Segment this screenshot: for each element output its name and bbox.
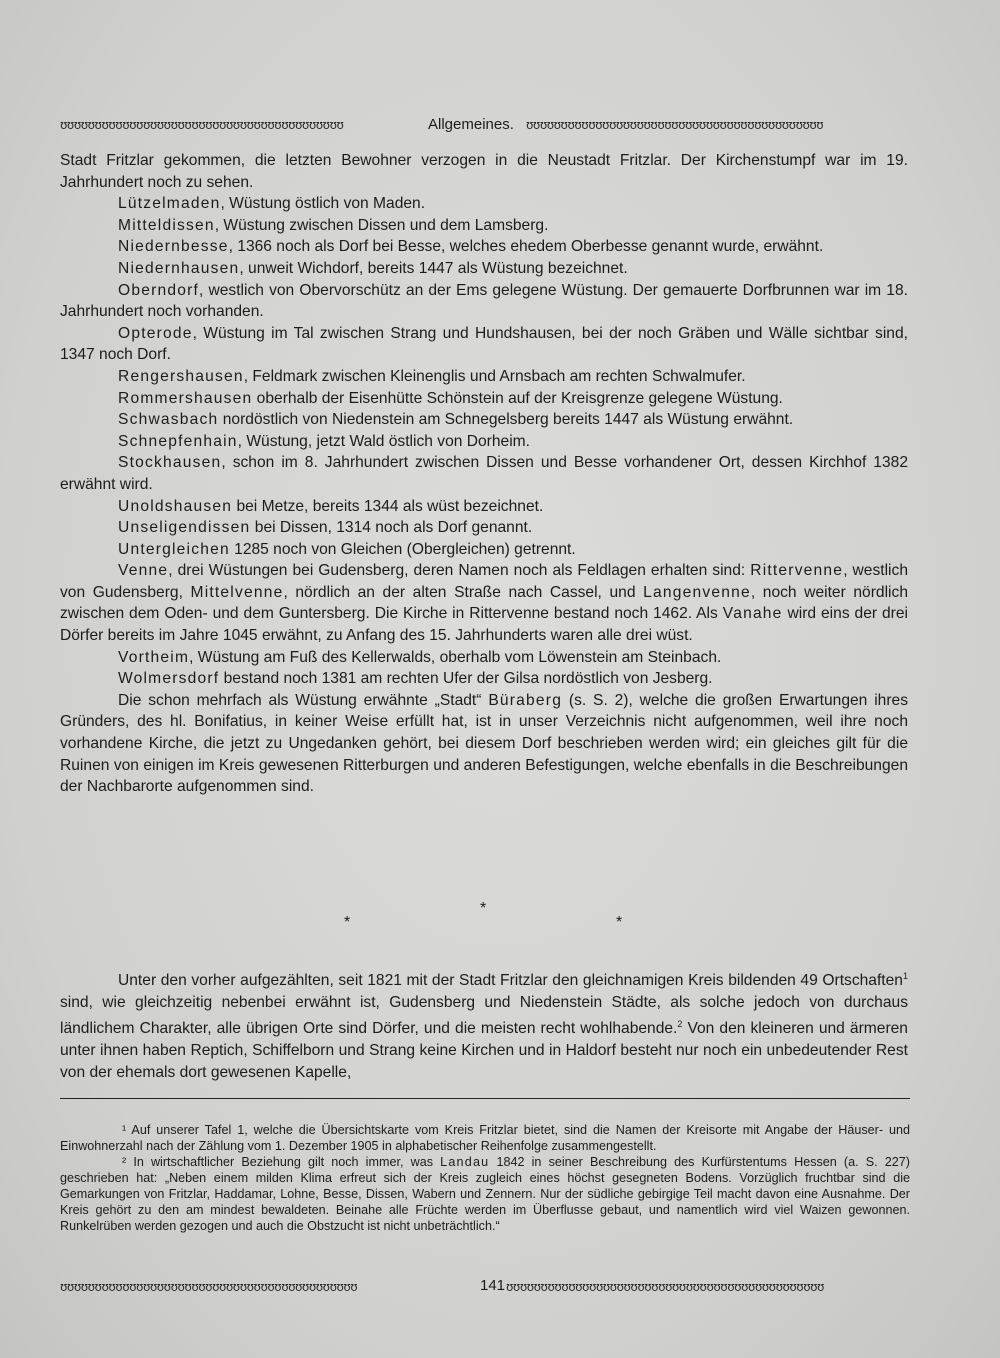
list-item [60, 193, 908, 215]
footer-ornament-right: ʊʊʊʊʊʊʊʊʊʊʊʊʊʊʊʊʊʊʊʊʊʊʊʊʊʊʊʊʊʊʊʊʊʊʊʊʊʊʊʊʊʊʊʊʊʊ [506, 1280, 824, 1294]
entry-text: , Wüstung, jetzt Wald östlich von Dorheim. [237, 432, 531, 450]
place-name: Vortheim [118, 648, 190, 666]
place-name: Langenvenne [643, 583, 751, 601]
author-name: Landau [440, 1155, 490, 1169]
header-ornament-left: ʊʊʊʊʊʊʊʊʊʊʊʊʊʊʊʊʊʊʊʊʊʊʊʊʊʊʊʊʊʊʊʊʊʊʊʊʊʊʊʊʊ [60, 118, 344, 132]
place-name: Wolmersdorf [118, 670, 220, 688]
list-item [60, 323, 908, 366]
entry-text: (s. S. 2), welche die großen Erwartungen ihres Gründers, des hl. Bonifatius, in keiner Weise erfüllt hat, ist in unser Verzeichnis nicht aufgenommen, weil ihre noch vorhandene Kirche, die jetzt zu Ungedanken gehört, bei diesem Dorf beschrieben werden wird; ein gleiches gilt für die Ruinen von einigen im Kreis gewesenen Ritterburgen und anderen Befestigungen, welche ebenfalls in die Beschreibungen der Nachbarorte aufgenommen sind. [60, 691, 908, 796]
section-separator [0, 900, 1000, 940]
summary-paragraph [60, 966, 908, 1083]
entry-text: bei Dissen, 1314 noch als Dorf genannt. [250, 519, 533, 537]
entry-text: , unweit Wichdorf, bereits 1447 als Wüstung bezeichnet. [239, 259, 628, 277]
footnote-ref-1: 1 [902, 971, 908, 981]
page-number: 141 [480, 1277, 506, 1294]
place-name: Venne [118, 562, 169, 580]
list-item [60, 409, 908, 431]
footnote-1: ¹ Auf unserer Tafel 1, welche die Übersichtskarte vom Kreis Fritzlar bietet, sind die Namen der Kreisorte mit Angabe der Häuser- und Einwohnerzahl nach der Zählung vom 1. Dezember 1905 in alphabetischer Reihenfolge zusammengestellt. [60, 1123, 910, 1153]
place-name: Mittelvenne [190, 583, 284, 601]
entry-text: , schon im 8. Jahrhundert zwischen Dissen und Besse vorhandener Ort, dessen Kirchhof 1382 erwähnt wird. [60, 454, 908, 493]
entry-text: bestand noch 1381 am rechten Ufer der Gilsa nordöstlich von Jesberg. [219, 670, 713, 688]
paragraph-text: Unter den vorher aufgezählten, seit 1821 mit der Stadt Fritzlar den gleichnamigen Kreis bildenden 49 Ortschaften [118, 972, 903, 990]
entry-text: Die schon mehrfach als Wüstung erwähnte „Stadt“ [118, 691, 489, 709]
place-name: Rittervenne [750, 562, 844, 580]
footnote-2 [60, 1154, 910, 1234]
place-name: Lützelmaden [118, 195, 221, 213]
place-name: Niedernhausen [118, 259, 240, 277]
header-ornament-right: ʊʊʊʊʊʊʊʊʊʊʊʊʊʊʊʊʊʊʊʊʊʊʊʊʊʊʊʊʊʊʊʊʊʊʊʊʊʊʊʊʊʊʊ [526, 118, 824, 132]
place-name: Untergleichen [118, 540, 230, 558]
entry-text: , nördlich an der alten Straße nach Cassel, und [283, 583, 644, 601]
paragraph [60, 966, 908, 1083]
place-name: Rengershausen [118, 367, 244, 385]
place-name: Oberndorf [118, 281, 200, 299]
place-name: Opterode [118, 324, 193, 342]
list-item [60, 517, 908, 539]
entry-text: bei Metze, bereits 1344 als wüst bezeichnet. [232, 497, 544, 515]
list-item [60, 236, 908, 258]
list-item [60, 258, 908, 280]
place-name: Mitteldissen [118, 216, 215, 234]
paragraph-text: sind, wie gleichzeitig nebenbei erwähnt ist, Gudensberg und Niedenstein Städte, als solche jedoch von durchaus ländlichem Charakter, alle übrigen Orte sind Dörfer, und die meisten recht wohlhabende. [60, 993, 908, 1037]
entry-text: nordöstlich von Niedenstein am Schnegelsberg bereits 1447 als Wüstung erwähnt. [218, 411, 794, 429]
place-name: Rommershausen [118, 389, 253, 407]
footer-ornament-left: ʊʊʊʊʊʊʊʊʊʊʊʊʊʊʊʊʊʊʊʊʊʊʊʊʊʊʊʊʊʊʊʊʊʊʊʊʊʊʊʊʊʊʊ [60, 1280, 358, 1294]
entry-text: , Feldmark zwischen Kleinenglis und Arnsbach am rechten Schwalmufer. [243, 367, 746, 385]
footnote-text: 1842 in seiner Beschreibung des Kurfürstentums Hessen (a. S. 227) geschrieben hat: „Neben einem milden Klima erfreut sich der Kreis zugleich eines höchst gesegneten Bodens. Vorzüglich fruchtbar sind die Gemarkungen von Fritzlar, Haddamar, Lohne, Besse, Dissen, Wabern und Zennern. Nur der südliche gebirgige Teil macht davon eine Ausnahme. Der Kreis gehört zu den am mindest bewaldeten. Beinahe alle Früchte werden im Überflusse gebaut, und namentlich wird viel Waizen gewonnen. Runkelrüben werden gezogen und auch die Obstzucht ist nicht unbeträchtlich.“ [60, 1155, 910, 1233]
list-item [60, 539, 908, 561]
place-name: Niedernbesse [118, 238, 229, 256]
list-item [60, 668, 908, 690]
list-item [60, 215, 908, 237]
entry-text: wird eins der drei Dörfer bereits im Jahre 1045 erwähnt, zu Anfang des 15. Jahrhunderts waren alle drei wüst. [60, 605, 909, 645]
paragraph-text: Von den kleineren und ärmeren unter ihnen haben Reptich, Schiffelborn und Strang keine Kirchen und in Haldorf besteht nur noch ein unbedeutender Rest von der ehemals dort gewesenen Kapelle, [60, 1019, 908, 1081]
entry-text: , Wüstung im Tal zwischen Strang und Hundshausen, bei der noch Gräben und Wälle sichtbar sind, 1347 noch Dorf. [60, 324, 908, 364]
separator-star: * [616, 914, 623, 931]
entry-text: , noch weiter nördlich zwischen dem Oden- und dem Guntersberg. Die Kirche in Rittervenne bestand noch 1462. Als [60, 583, 908, 623]
list-item [60, 366, 908, 388]
list-item [60, 280, 908, 323]
footnote-ref-2: 2 [677, 1018, 683, 1029]
place-name: Schwasbach [118, 411, 219, 429]
list-item [60, 647, 908, 669]
running-header-title: Allgemeines. [428, 116, 514, 133]
entry-text: , drei Wüstungen bei Gudensberg, deren Namen noch als Feldlagen erhalten sind: [168, 562, 751, 580]
footnote-divider [60, 1098, 910, 1099]
list-item-venne [60, 560, 908, 646]
footnotes [60, 1122, 910, 1234]
entry-text: oberhalb der Eisenhütte Schönstein auf der Kreisgrenze gelegene Wüstung. [252, 389, 783, 407]
main-text [60, 150, 908, 798]
place-name: Unseligendissen [118, 519, 251, 537]
entry-text: 1285 noch von Gleichen (Obergleichen) getrennt. [229, 540, 576, 558]
footnote-text: ² In wirtschaftlicher Beziehung gilt noch immer, was [122, 1155, 441, 1169]
place-name: Unoldshausen [118, 497, 233, 515]
entry-text: , Wüstung zwischen Dissen und dem Lamsberg. [214, 216, 549, 234]
entry-text: , westlich von Obervorschütz an der Ems gelegene Wüstung. Der gemauerte Dorfbrunnen war im 18. Jahrhundert noch vorhanden. [60, 281, 908, 321]
list-item [60, 452, 908, 495]
list-item [60, 496, 908, 518]
entry-text: , Wüstung östlich von Maden. [220, 195, 426, 213]
place-name: Stockhausen [118, 454, 222, 472]
list-item [60, 388, 908, 410]
continuation-paragraph [60, 150, 908, 193]
entry-text: , Wüstung am Fuß des Kellerwalds, oberhalb vom Löwenstein am Steinbach. [189, 648, 722, 666]
place-name: Schnepfenhain [118, 432, 238, 450]
place-name: Büraberg [488, 691, 563, 709]
place-name: Vanahe [722, 605, 783, 623]
separator-star: * [344, 914, 351, 931]
entry-text: , westlich von Gudensberg, [60, 562, 908, 601]
separator-star: * [480, 900, 487, 917]
paragraph-text: Stadt Fritzlar gekommen, die letzten Bewohner verzogen in die Neustadt Fritzlar. Der Kirchenstumpf war im 19. Jahrhundert noch zu sehen. [60, 152, 908, 191]
list-item [60, 431, 908, 453]
entry-text: , 1366 noch als Dorf bei Besse, welches ehedem Oberbesse genannt wurde, erwähnt. [228, 238, 824, 256]
bueraberg-paragraph [60, 690, 908, 798]
